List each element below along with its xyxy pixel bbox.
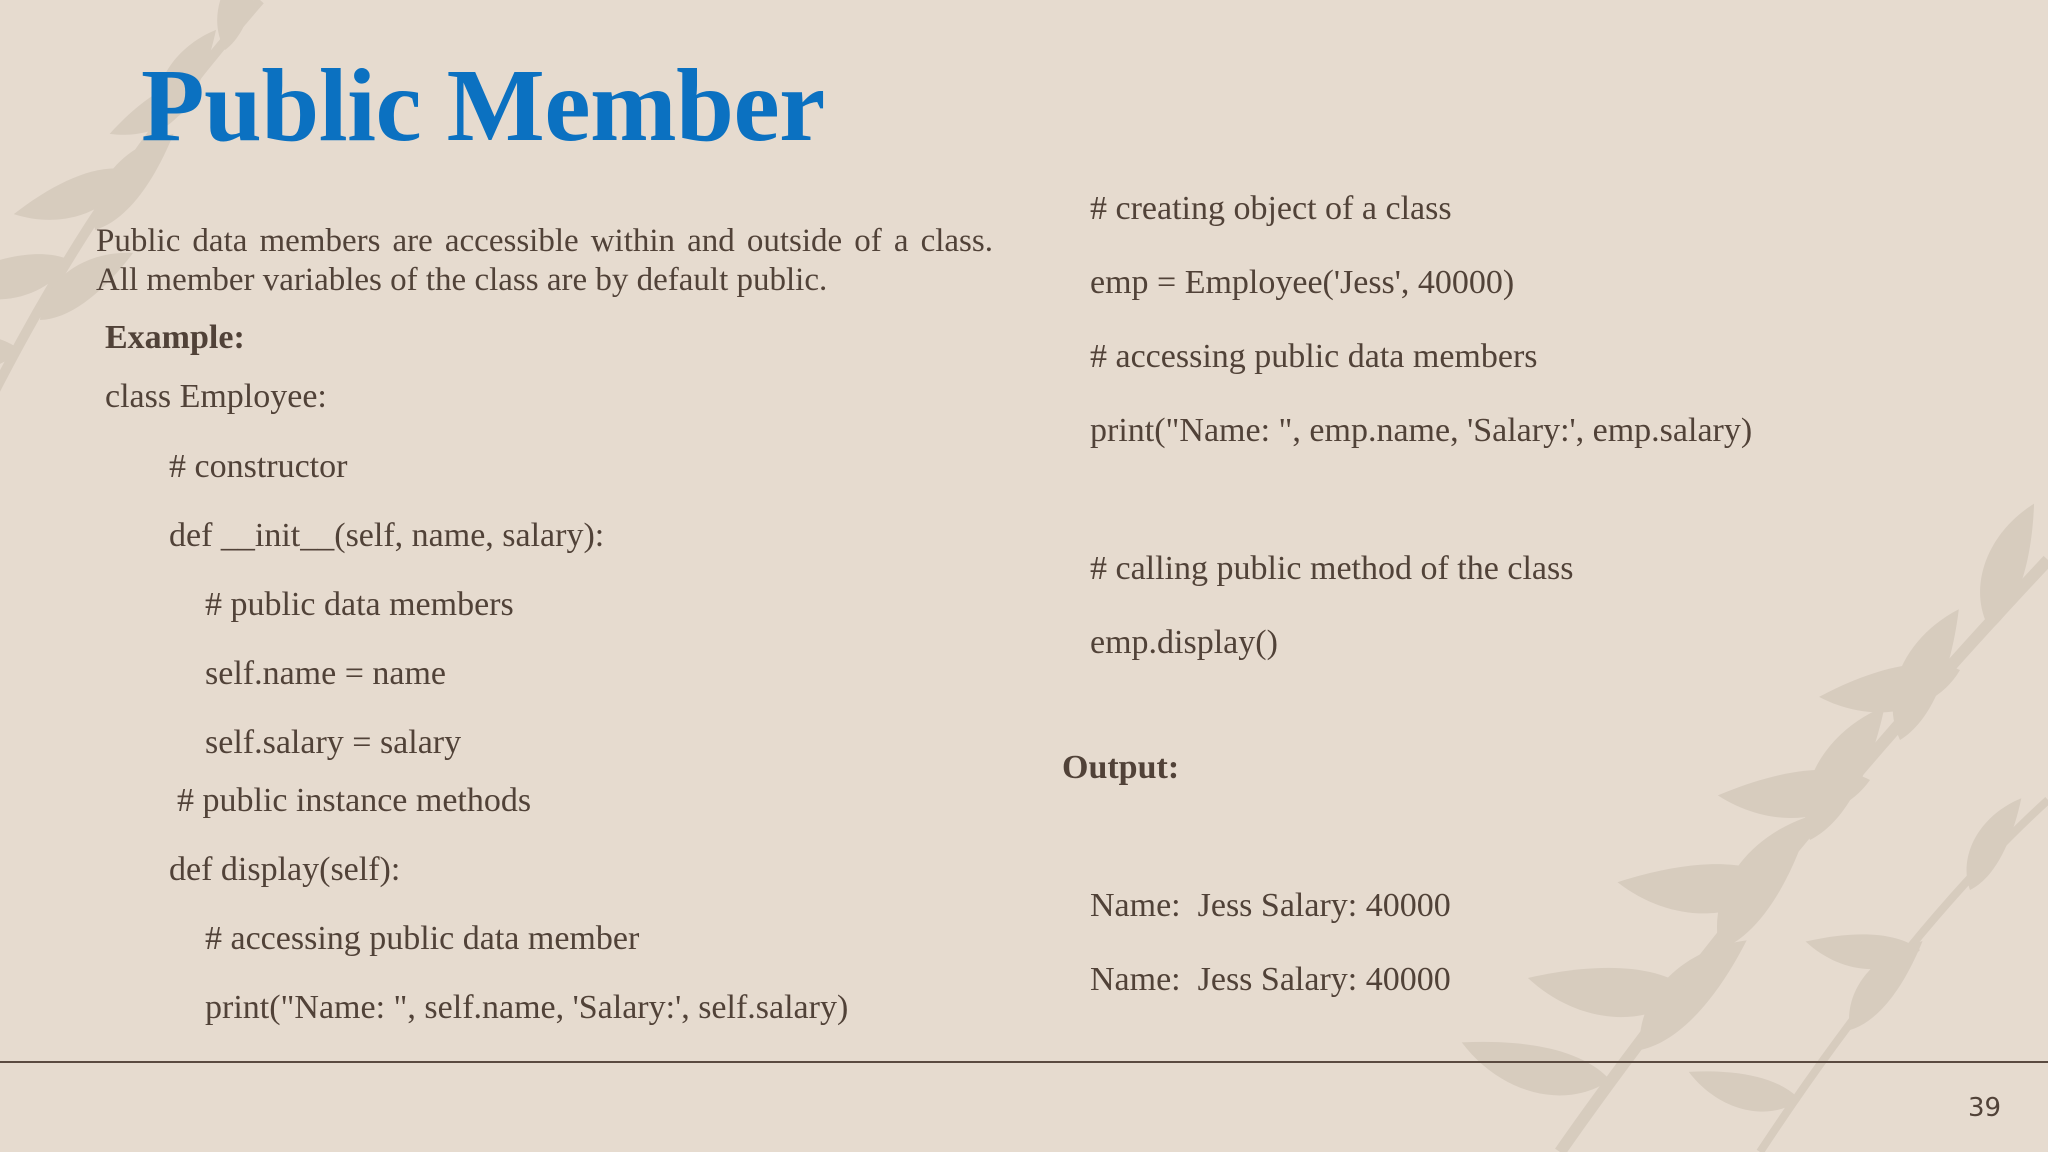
- footer-divider: [0, 1061, 2048, 1063]
- code-line: print("Name: ", self.name, 'Salary:', self.salary): [205, 989, 849, 1026]
- code-line: class Employee:: [105, 378, 327, 415]
- code-line: # accessing public data member: [205, 920, 640, 957]
- code-line: # public instance methods: [177, 782, 532, 819]
- output-line: Name: Jess Salary: 40000: [1090, 961, 1451, 998]
- code-line: emp.display(): [1090, 624, 1278, 661]
- leaf-branch-bottom-right-icon: [1456, 498, 2048, 1152]
- page-title: Public Member: [141, 48, 825, 163]
- output-label: Output:: [1062, 749, 1180, 786]
- code-line: # creating object of a class: [1090, 190, 1452, 227]
- code-line: self.salary = salary: [205, 724, 462, 761]
- code-line: emp = Employee('Jess', 40000): [1090, 264, 1515, 301]
- example-label: Example:: [105, 319, 245, 356]
- code-line: # calling public method of the class: [1090, 550, 1574, 587]
- intro-paragraph: Public data members are accessible within and outside of a class. All member variables of the class are by default public.: [96, 223, 993, 298]
- code-line: def __init__(self, name, salary):: [169, 517, 605, 554]
- code-line: def display(self):: [169, 851, 401, 888]
- code-line: # public data members: [205, 586, 514, 623]
- code-line: # accessing public data members: [1090, 338, 1538, 375]
- code-line: self.name = name: [205, 655, 447, 692]
- code-line: print("Name: ", emp.name, 'Salary:', emp.salary): [1090, 412, 1753, 449]
- code-line: # constructor: [169, 448, 348, 485]
- page-number: 39: [1968, 1093, 2002, 1123]
- output-line: Name: Jess Salary: 40000: [1090, 887, 1451, 924]
